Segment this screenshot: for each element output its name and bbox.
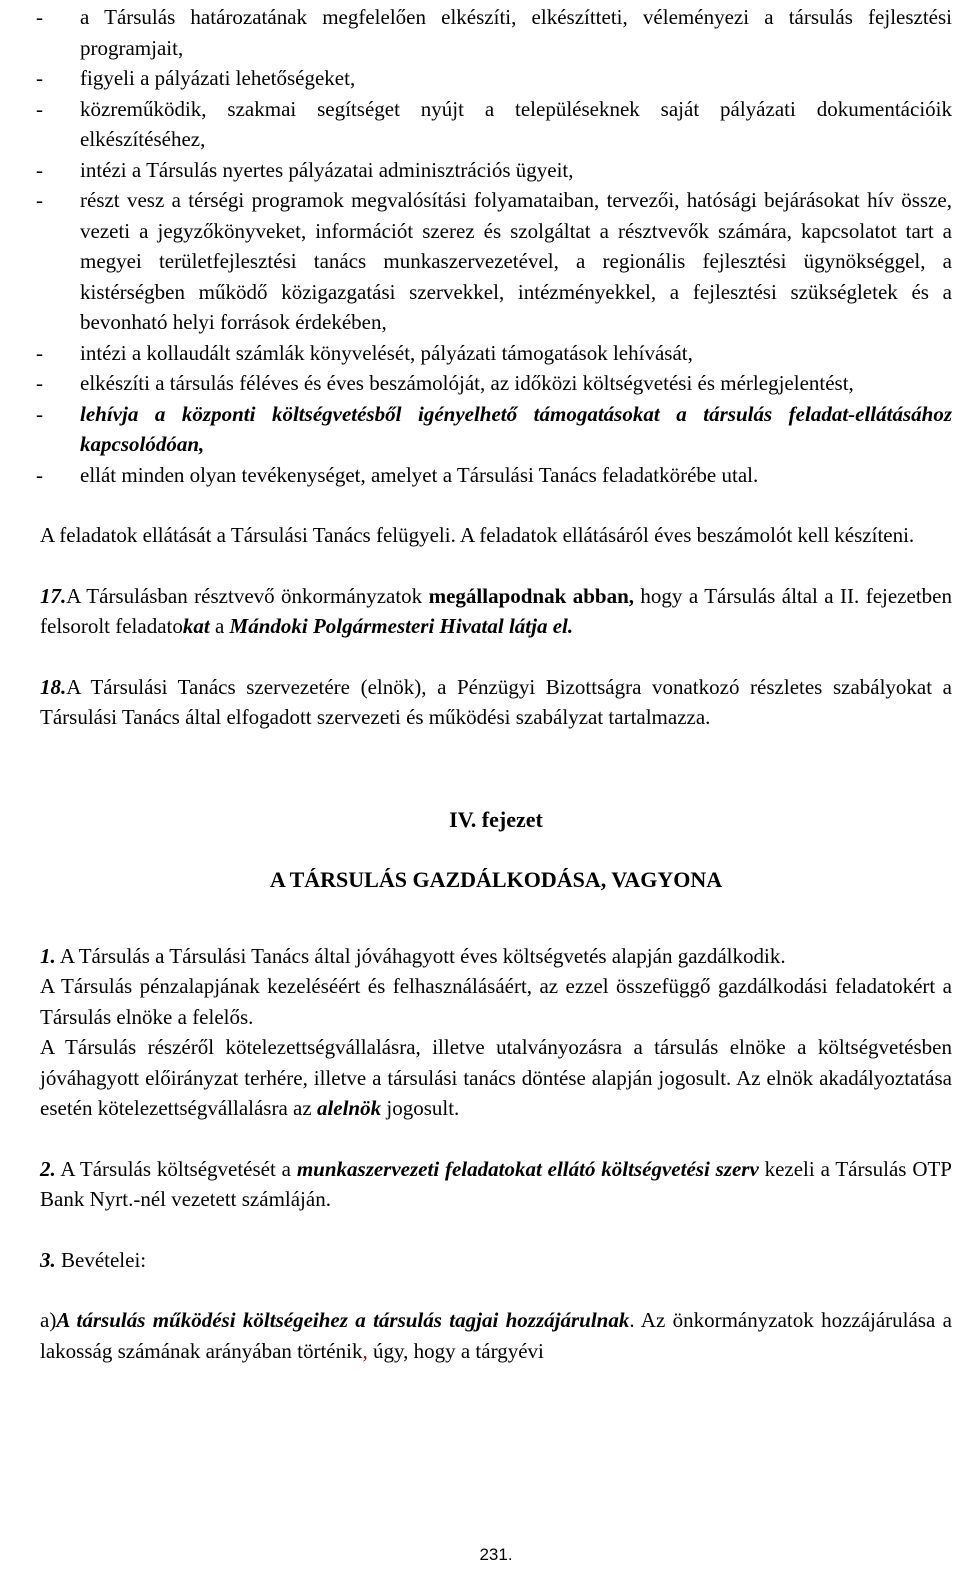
bullet-item-emphasized: [36, 399, 952, 460]
subsection-text: úgy, hogy a tárgyévi: [367, 1338, 544, 1363]
subsection-label: a): [40, 1308, 57, 1332]
bullet-text: közreműködik, szakmai segítséget nyújt a településeknek saját pályázati dokumentációik elkészítéséhez,: [80, 96, 952, 151]
section-text: Bevételei:: [55, 1247, 147, 1272]
chapter-title: A TÁRSULÁS GAZDÁLKODÁSA, VAGYONA: [269, 866, 723, 892]
chapter-number: IV. fejezet: [449, 806, 543, 832]
section-text: A Társulás részéről kötelezettségvállalásra, illetve utalványozásra a társulás elnöke a költségvetésben jóváhagyott előirányzat terhére, illetve a társulási tanács döntése alapján jogosult. Az elnök akadályoztatása esetén kötelezettségvállalásra az: [40, 1035, 952, 1120]
dash-marker: -: [36, 401, 43, 426]
section-text: kezeli a Társulás OTP Bank Nyrt.-nél vezetett számláján.: [40, 1156, 952, 1211]
section-text: A Társulás költségvetését a: [55, 1156, 297, 1181]
bullet-text: ellát minden olyan tevékenységet, amelyet a Társulási Tanács feladatkörébe utal.: [80, 462, 759, 487]
dash-marker: -: [36, 371, 43, 395]
item-text: A Társulási Tanács szervezetére (elnök), a Pénzügyi Bizottságra vonatkozó részletes szabályokat a Társulási Tanács által elfogadott szervezeti és működési szabályzat tartalmazza.: [40, 674, 952, 729]
item-text: a: [209, 614, 230, 638]
section-text: A Társulás a Társulási Tanács által jóváhagyott éves költségvetés alapján gazdálkodik.: [59, 943, 786, 968]
section-text-emphasized: alelnök: [316, 1096, 382, 1120]
item-text: A Társulásban résztvevő önkormányzatok: [66, 583, 429, 608]
bullet-text: elkészíti a társulás féléves és éves beszámolóját, az időközi költségvetési és mérlegjelentést,: [80, 371, 854, 395]
dash-marker: -: [36, 157, 43, 182]
document-page: [36, 0, 952, 1564]
bullet-item: [36, 460, 952, 491]
item-text: hogy a Társulás által a II. fejezetben felsorolt feladato: [40, 583, 952, 638]
section-number: 1.: [40, 943, 56, 968]
subsection-a: [40, 1305, 952, 1366]
bullet-text: intézi a kollaudált számlák könyvelését, pályázati támogatások lehívását,: [80, 340, 693, 365]
bullet-item: [36, 63, 952, 94]
subsection-text-red: ,: [362, 1338, 368, 1363]
section-text-emphasized: munkaszervezeti feladatokat ellátó költségvetési szerv: [296, 1156, 759, 1181]
item-text-bold-italic: Mándoki Polgármesteri Hivatal látja el.: [229, 614, 574, 638]
section-1: [40, 941, 952, 1124]
item-18: [40, 672, 952, 733]
section-3: [40, 1245, 952, 1276]
item-text-bold-italic: kat: [182, 614, 210, 638]
dash-marker: -: [36, 5, 43, 29]
bullet-text: lehívja a központi költségvetésből igényelhető támogatásokat a társulás feladat-ellátásához kapcsolódóan,: [80, 401, 952, 456]
bullet-text: a Társulás határozatának megfelelően elkészíti, elkészítteti, véleményezi a társulás fejlesztési programjait,: [80, 5, 952, 60]
item-text-bold: megállapodnak abban,: [428, 583, 634, 608]
dash-marker: -: [36, 340, 43, 365]
section-number: 3.: [40, 1247, 56, 1272]
bullet-item: [36, 2, 952, 63]
section-2: [40, 1154, 952, 1215]
subsection-text-emphasized: A társulás működési költségeihez a társulás tagjai hozzájárulnak: [56, 1308, 630, 1332]
bullet-item: [36, 155, 952, 186]
item-17: [40, 581, 952, 642]
bullet-item: [36, 368, 952, 399]
bullet-text: intézi a Társulás nyertes pályázatai adminisztrációs ügyeit,: [80, 157, 574, 182]
item-number: 17.: [40, 583, 67, 608]
bullet-item: [36, 338, 952, 369]
supervision-paragraph: A feladatok ellátását a Társulási Tanács felügyeli. A feladatok ellátásáról éves beszámolót kell készíteni.: [40, 523, 915, 547]
subsection-text: . Az önkormányzatok hozzájárulása a lakosság számának arányában történik: [40, 1308, 952, 1363]
bullet-item: [36, 94, 952, 155]
item-number: 18.: [40, 674, 67, 699]
dash-marker: -: [36, 188, 43, 212]
section-text: jogosult.: [381, 1096, 460, 1120]
dash-marker: -: [36, 96, 43, 121]
section-text: A Társulás pénzalapjának kezeléséért és felhasználásáért, az ezzel összefüggő gazdálkodási feladatokért a Társulás elnöke a felelős.: [40, 974, 952, 1029]
page-number: 231.: [479, 1545, 513, 1564]
bullet-text: figyeli a pályázati lehetőségeket,: [80, 66, 356, 90]
section-number: 2.: [40, 1156, 56, 1181]
bullet-text: részt vesz a térségi programok megvalósítási folyamataiban, tervezői, hatósági bejárásokat hív össze, vezeti a jegyzőkönyveket, információt szerez és szolgáltat a résztvevők számára, kapcsolatot tart a megyei területfejlesztési tanács munkaszervezetével, a regionális fejlesztési ügynökséggel, a kistérségben működő közigazgatási szervekkel, intézményekkel, a fejlesztési szükségletek és a bevonható helyi források érdekében,: [80, 188, 952, 334]
dash-marker: -: [36, 66, 43, 90]
bullet-item: [36, 185, 952, 338]
dash-marker: -: [36, 462, 43, 487]
